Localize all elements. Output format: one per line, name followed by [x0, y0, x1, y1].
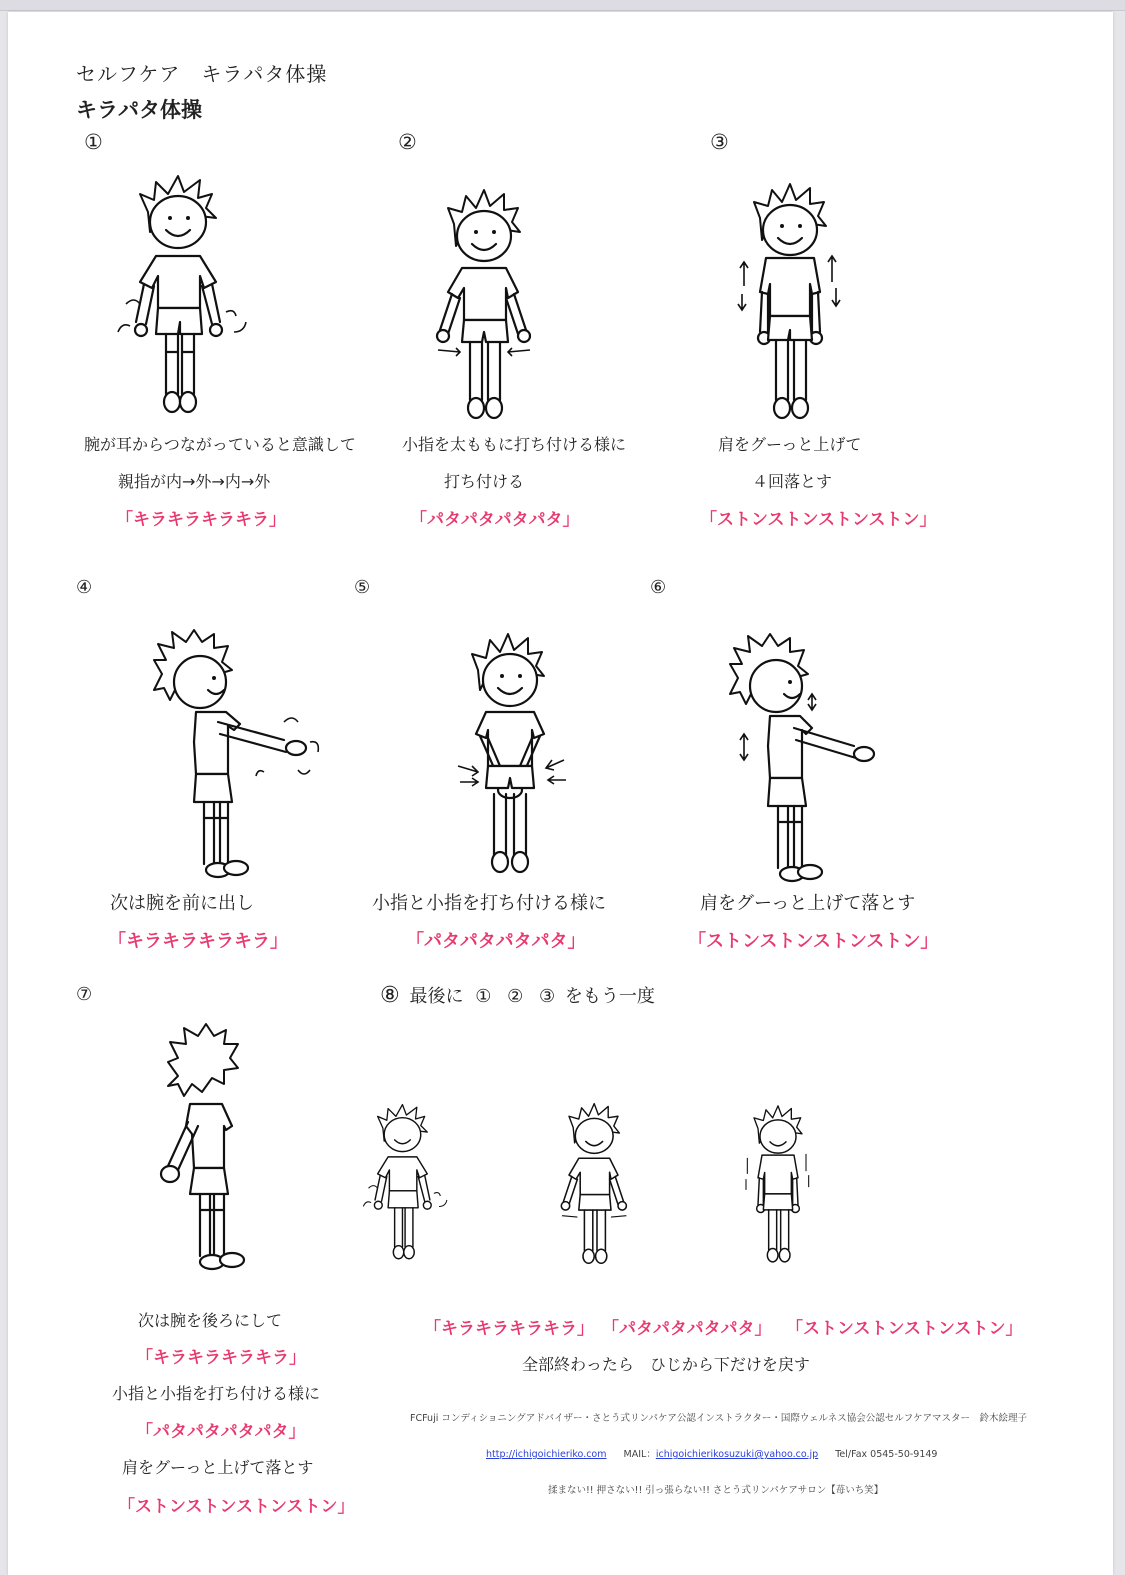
step-1-figure-illustration [108, 172, 268, 417]
step-5-chant: 「パタパタパタパタ」 [406, 931, 586, 952]
step-1-caption-line-1: 腕が耳からつながっていると意識して [84, 435, 356, 454]
step-4-chant: 「キラキラキラキラ」 [108, 931, 288, 952]
step-8-text: 最後に [409, 986, 464, 1007]
step-8-ref-3: ③ [538, 986, 556, 1007]
step-5-number: ⑤ [354, 577, 371, 598]
step-8-number: ⑧ [380, 983, 400, 1008]
step-5-caption: 小指と小指を打ち付ける様に [372, 893, 606, 914]
step-2-number: ② [398, 130, 417, 154]
step-6-figure-illustration [724, 634, 894, 884]
step-8-repeat-figure-2 [548, 1102, 653, 1267]
step-2-caption-line-2: 打ち付ける [444, 472, 525, 491]
step-7-caption-line-1: 次は腕を後ろにして [138, 1311, 283, 1330]
step-7-caption-line-2: 小指と小指を打ち付ける様に [112, 1384, 321, 1403]
footer-mail-label: MAIL： [623, 1449, 656, 1460]
final-chant-1: 「キラキラキラキラ」 [424, 1319, 594, 1339]
step-3-chant: 「ストンストンストンストン」 [700, 510, 937, 530]
step-8-heading [380, 982, 655, 1008]
step-8-ref-2: ② [507, 986, 524, 1007]
final-chant-2: 「パタパタパタパタ」 [602, 1319, 772, 1339]
step-7-chant-1: 「キラキラキラキラ」 [136, 1348, 306, 1368]
step-5-figure-illustration [454, 630, 594, 880]
step-4-caption: 次は腕を前に出し [110, 893, 254, 914]
step-2-chant: 「パタパタパタパタ」 [410, 510, 580, 530]
step-2-figure-illustration [418, 188, 568, 423]
footer-contact-line [486, 1446, 937, 1460]
step-4-number: ④ [76, 577, 93, 598]
document-title: キラパタ体操 [76, 98, 202, 122]
step-8-repeat-figure-3 [734, 1102, 834, 1267]
step-3-caption-line-2: ４回落とす [752, 472, 833, 491]
step-6-number: ⑥ [650, 577, 667, 598]
step-8-ref-1: ① [475, 986, 492, 1007]
step-8-repeat-figure-1 [354, 1102, 464, 1262]
footer-slogan: 揉まない!! 押さない!! 引っ張らない!! さとう式リンパケアサロン【苺いち笑】 [548, 1485, 884, 1496]
final-note: 全部終わったら ひじから下だけを戻す [522, 1355, 810, 1374]
step-3-number: ③ [710, 130, 729, 154]
step-7-chant-2: 「パタパタパタパタ」 [136, 1422, 306, 1442]
footer-mail-link[interactable]: ichigoichierikosuzuki@yahoo.co.jp [655, 1449, 819, 1460]
step-4-figure-illustration [148, 630, 338, 880]
step-3-figure-illustration [724, 182, 874, 422]
step-6-chant: 「ストンストンストンストン」 [688, 931, 939, 952]
step-7-caption-line-3: 肩をグーっと上げて落とす [122, 1458, 314, 1477]
document-page [8, 12, 1113, 1575]
viewer-top-bar [0, 0, 1125, 11]
footer-website-link[interactable]: http://ichigoichieriko.com [486, 1449, 607, 1460]
step-3-caption-line-1: 肩をグーっと上げて [718, 435, 862, 454]
footer-tel: Tel/Fax 0545-50-9149 [835, 1449, 938, 1460]
final-chant-3: 「ストンストンストンストン」 [786, 1319, 1023, 1339]
step-1-chant: 「キラキラキラキラ」 [116, 510, 286, 530]
footer-credentials: FCFuji コンディショニングアドバイザー・さとう式リンパケア公認インストラクター・国際ウェルネス協会公認セルフケアマスター 鈴木絵理子 [410, 1413, 1027, 1424]
step-1-number: ① [84, 130, 103, 154]
step-7-chant-3: 「ストンストンストンストン」 [118, 1497, 355, 1517]
step-6-caption: 肩をグーっと上げて落とす [700, 893, 916, 914]
step-8-suffix: をもう一度 [564, 986, 655, 1007]
step-2-caption-line-1: 小指を太ももに打ち付ける様に [402, 435, 627, 454]
document-subtitle: セルフケア キラパタ体操 [76, 62, 328, 86]
step-7-figure-illustration [148, 1022, 268, 1272]
step-1-caption-line-2: 親指が内→外→内→外 [118, 472, 271, 491]
step-7-number: ⑦ [76, 984, 93, 1005]
